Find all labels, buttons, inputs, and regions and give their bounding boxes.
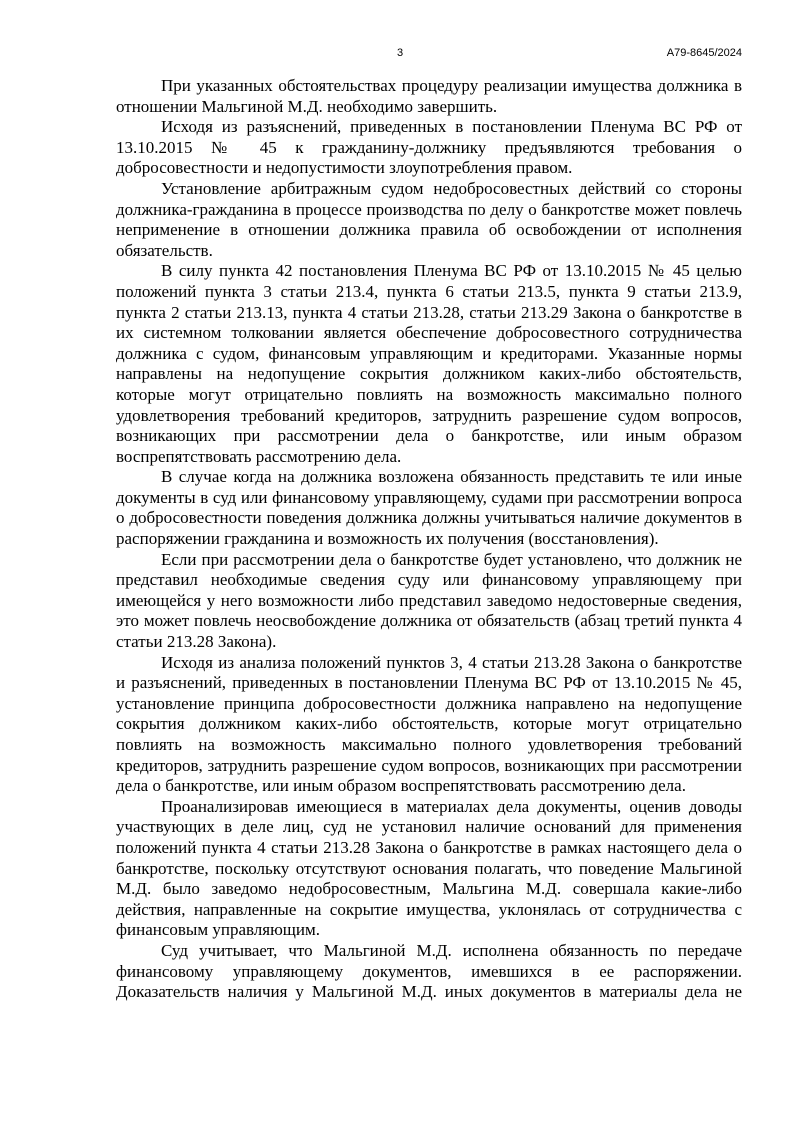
paragraph: Если при рассмотрении дела о банкротстве будет установлено, что должник не представил необходимые сведения суду или финансовому управляющему при имеющейся у него возможности либо представил заведомо недостоверные сведения, это может повлечь неосвобождение должника от обязательств (абзац третий пункта 4 статьи 213.28 Закона).: [116, 549, 742, 652]
paragraph: Проанализировав имеющиеся в материалах дела документы, оценив доводы участвующих в деле лиц, суд не установил наличие оснований для применения положений пункта 4 статьи 213.28 Закона о банкротстве в рамках настоящего дела о банкротстве, поскольку отсутствуют основания полагать, что поведение Мальгиной М.Д. было заведомо недобросовестным, Мальгина М.Д. совершала какие-либо действия, направленные на сокрытие имущества, уклонялась от сотрудничества с финансовым управляющим.: [116, 796, 742, 940]
case-number: А79-8645/2024: [666, 47, 742, 59]
paragraph: Исходя из разъяснений, приведенных в постановлении Пленума ВС РФ от 13.10.2015 № 45 к гражданину-должнику предъявляются требования о добросовестности и недопустимости злоупотребления правом.: [116, 117, 742, 178]
paragraph: В силу пункта 42 постановления Пленума ВС РФ от 13.10.2015 № 45 целью положений пункта 3 статьи 213.4, пункта 6 статьи 213.5, пункта 9 статьи 213.9, пункта 2 статьи 213.13, пункта 4 статьи 213.28, статьи 213.29 Закона о банкротстве в их системном толковании является обеспечение добросовестного сотрудничества должника с судом, финансовым управляющим и кредиторами. Указанные нормы направлены на недопущение сокрытия должником каких-либо обстоятельств, которые могут отрицательно повлиять на возможность максимально полного удовлетворения требований кредиторов, затруднить разрешение судом вопросов, возникающих при рассмотрении дела о банкротстве, или иным образом воспрепятствовать рассмотрению дела.: [116, 261, 742, 466]
paragraph: Установление арбитражным судом недобросовестных действий со стороны должника-гражданина в процессе производства по делу о банкротстве может повлечь неприменение в отношении должника правила об освобождении от исполнения обязательств.: [116, 178, 742, 260]
page-number: 3: [396, 47, 404, 59]
paragraph: В случае когда на должника возложена обязанность представить те или иные документы в суд или финансовому управляющему, судами при рассмотрении вопроса о добросовестности поведения должника должны учитываться наличие документов в распоряжении гражданина и возможность их получения (восстановления).: [116, 467, 742, 549]
paragraph: Суд учитывает, что Мальгиной М.Д. исполнена обязанность по передаче финансовому управляющему документов, имевшихся в ее распоряжении. Доказательств наличия у Мальгиной М.Д. иных документов в материалы дела не: [116, 940, 742, 1002]
document-body: [116, 76, 742, 1003]
paragraph: Исходя из анализа положений пунктов 3, 4 статьи 213.28 Закона о банкротстве и разъяснений, приведенных в постановлении Пленума ВС РФ от 13.10.2015 № 45, установление принципа добросовестности должника направлено на недопущение сокрытия должником каких-либо обстоятельств, которые могут отрицательно повлиять на возможность максимально полного удовлетворения требований кредиторов, затруднить разрешение судом вопросов, возникающих при рассмотрении дела о банкротстве, или иным образом воспрепятствовать рассмотрению дела.: [116, 652, 742, 796]
paragraph: При указанных обстоятельствах процедуру реализации имущества должника в отношении Мальгиной М.Д. необходимо завершить.: [116, 76, 742, 116]
